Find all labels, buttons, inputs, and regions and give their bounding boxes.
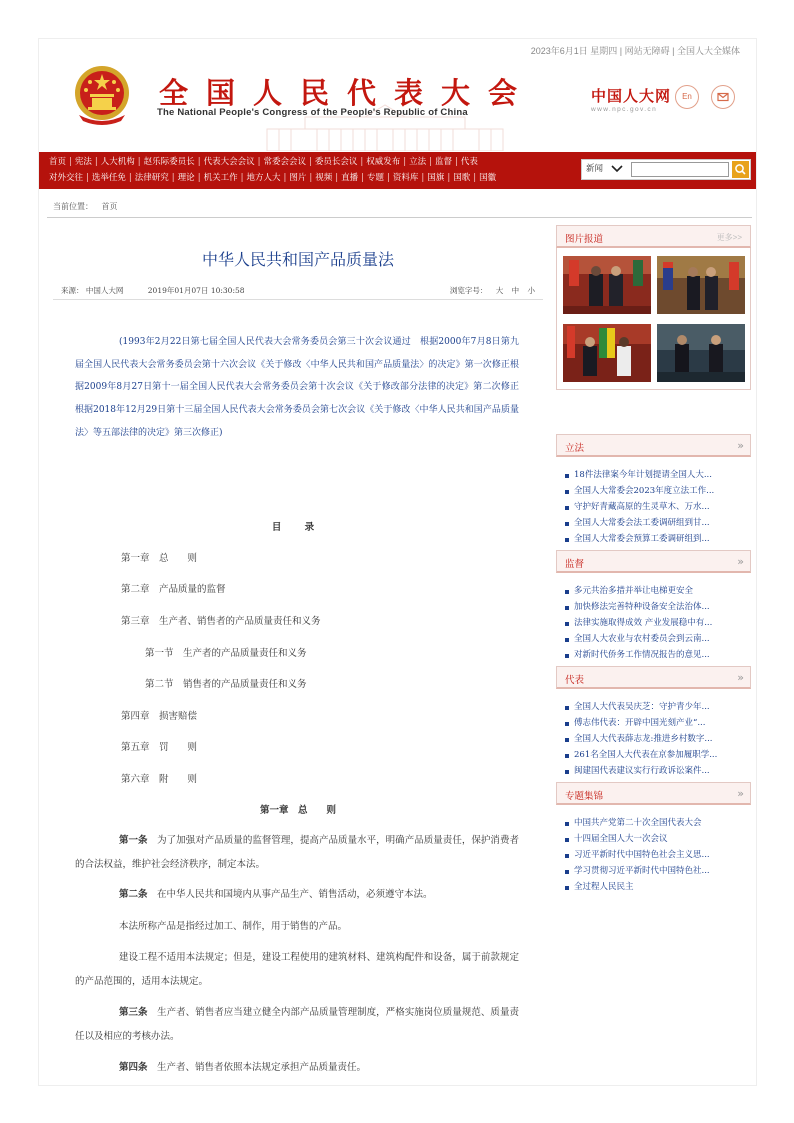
npc-brand-logo[interactable] — [591, 85, 671, 113]
toc-item[interactable]: 第三章 生产者、销售者的产品质量责任和义务 — [121, 616, 321, 627]
article-datetime: 2019年01月07日 10:30:58 — [147, 286, 245, 295]
all-media-link[interactable]: 全国人大全媒体 — [676, 46, 740, 56]
article-paragraph: 第一条 为了加强对产品质量的监督管理，提高产品质量水平，明确产品质量责任，保护消费者的合法权益，维护社会经济秩序，制定本法。 — [75, 835, 519, 870]
nav-item[interactable]: 资料库 — [392, 172, 419, 183]
toc-item[interactable]: 第一章 总 则 — [121, 553, 198, 564]
nav-separator: | — [137, 157, 141, 167]
national-emblem-icon — [71, 63, 133, 127]
nav-item[interactable]: 人大机构 — [100, 157, 135, 167]
nav-separator: | — [473, 172, 477, 183]
nav-separator: | — [197, 172, 201, 183]
list-item[interactable]: 对新时代侨务工作情况报告的意见... — [564, 647, 749, 663]
nav-separator: | — [429, 157, 433, 167]
list-item[interactable]: 傅志伟代表：开辟中国光刻产业“... — [564, 715, 749, 731]
news-list — [564, 699, 749, 779]
nav-item[interactable]: 视频 — [315, 172, 333, 183]
list-item[interactable]: 学习贯彻习近平新时代中国特色社... — [564, 863, 749, 879]
article-label: 第一条 — [119, 835, 148, 846]
news-photo[interactable] — [657, 324, 745, 382]
nav-row-2 — [49, 171, 529, 187]
english-version-button[interactable]: En — [675, 85, 699, 109]
nav-separator: | — [86, 172, 89, 183]
list-item[interactable]: 习近平新时代中国特色社会主义思... — [564, 847, 749, 863]
box-title: 监督 — [565, 559, 585, 570]
nav-separator: | — [360, 157, 364, 167]
list-item[interactable]: 法律实施取得成效 产业发展稳中有... — [564, 615, 749, 631]
site-title-en: The National People's Congress of the People's Republic of China — [157, 107, 468, 118]
search-category-select[interactable]: 新闻 — [586, 164, 604, 174]
list-item[interactable]: 守护好青藏高原的生灵草木、万水... — [564, 499, 749, 515]
nav-item[interactable]: 代表大会会议 — [203, 157, 255, 167]
main-navigation — [39, 152, 757, 189]
list-item[interactable]: 中国共产党第二十次全国代表大会 — [564, 815, 749, 831]
breadcrumb — [53, 201, 118, 212]
article-paragraph: 建设工程不适用本法规定；但是，建设工程使用的建筑材料、建筑构配件和设备，属于前款规定的产品范围的，适用本法规定。 — [75, 952, 519, 987]
list-item[interactable]: 闽建国代表建议实行行政诉讼案件... — [564, 763, 749, 779]
nav-separator: | — [455, 157, 458, 167]
nav-item[interactable]: 监督 — [435, 157, 453, 167]
nav-item[interactable]: 地方人大 — [246, 172, 281, 183]
more-arrow-icon[interactable]: » — [737, 787, 742, 800]
box-title: 图片报道 — [565, 234, 604, 245]
list-item[interactable]: 多元共治多措并举让电梯更安全 — [564, 583, 749, 599]
article-label: 第三条 — [119, 1007, 148, 1018]
search-box — [581, 159, 751, 180]
list-item[interactable]: 全国人大常委会法工委调研组到甘... — [564, 515, 749, 531]
box-title: 立法 — [565, 443, 585, 454]
nav-item[interactable]: 对外交往 — [49, 172, 84, 183]
font-size-large[interactable]: 大 — [495, 286, 504, 295]
brand-url: www.npc.gov.cn — [591, 106, 658, 113]
toc-subitem[interactable]: 第二节 销售者的产品质量责任和义务 — [145, 679, 307, 690]
list-item[interactable]: 全国人大常委会预算工委调研组到... — [564, 531, 749, 547]
article-title: 中华人民共和国产品质量法 — [201, 250, 394, 269]
chapter-title: 第一章 总 则 — [259, 805, 336, 816]
brand-name: 中国人大网 — [591, 87, 672, 105]
nav-separator: | — [361, 172, 365, 183]
list-item[interactable]: 261名全国人大代表在京参加履职学... — [564, 747, 749, 763]
nav-item[interactable]: 立法 — [409, 157, 427, 167]
breadcrumb-home-link[interactable]: 首页 — [101, 202, 118, 211]
nav-separator: | — [421, 172, 425, 183]
search-input[interactable] — [631, 162, 729, 177]
news-list — [564, 583, 749, 663]
nav-separator: | — [197, 157, 201, 167]
news-photo[interactable] — [563, 256, 651, 314]
list-item[interactable]: 全国人大代表薛志龙:推进乡村数字... — [564, 731, 749, 747]
article-paragraph: 第三条 生产者、销售者应当建立健全内部产品质量管理制度，严格实施岗位质量规范、质量责任以及相应的考核办法。 — [75, 1007, 519, 1042]
law-revision-note: (1993年2月22日第七届全国人民代表大会常务委员会第三十次会议通过 根据2000年7月8日第九届全国人民代表大会常务委员会第十六次会议《关于修改〈中华人民共和国产品质量法〉的决定》第一次修正根据2009年8月27日第十一届全国人民代表大会常务委员会第十次会议《关于修改部分法律的决定》第二次修正 根据2018年12月29日第十三届全国人民代表大会常务委员会第七次会议《关于修改〈中华人民共和国产品质量法〉等五部法律的决定》第三次修正) — [75, 337, 529, 438]
chevron-down-icon[interactable] — [610, 162, 624, 176]
divider — [47, 217, 752, 218]
more-arrow-icon[interactable]: » — [737, 555, 742, 568]
nav-separator: | — [309, 172, 313, 183]
list-item[interactable]: 十四届全国人大一次会议 — [564, 831, 749, 847]
more-arrow-icon[interactable]: » — [737, 671, 742, 684]
search-icon — [732, 161, 749, 178]
toc-item[interactable]: 第五章 罚 则 — [121, 742, 198, 753]
more-arrow-icon[interactable]: » — [737, 439, 742, 452]
toc-subitem[interactable]: 第一节 生产者的产品质量责任和义务 — [145, 648, 307, 659]
nav-separator: | — [128, 172, 132, 183]
nav-item[interactable]: 常委会会议 — [263, 157, 306, 167]
news-photo[interactable] — [563, 324, 651, 382]
nav-separator: | — [94, 157, 98, 167]
nav-separator: | — [335, 172, 339, 183]
breadcrumb-label: 当前位置： — [53, 202, 93, 211]
mail-button[interactable] — [711, 85, 735, 109]
box-header — [556, 434, 751, 457]
box-header — [556, 782, 751, 805]
toc-item[interactable]: 第六章 附 则 — [121, 774, 198, 785]
box-header — [556, 666, 751, 689]
current-date: 2023年6月1日 星期四 — [530, 46, 618, 56]
nav-separator: | — [387, 172, 390, 183]
page-frame — [38, 38, 757, 1086]
more-link[interactable]: 更多>> — [716, 233, 742, 242]
search-button[interactable] — [732, 161, 749, 178]
nav-separator: | — [171, 172, 175, 183]
box-title: 代表 — [565, 675, 585, 686]
article-meta — [53, 285, 543, 300]
nav-separator: | — [283, 172, 287, 183]
nav-item[interactable]: 代表 — [460, 157, 478, 167]
nav-item[interactable]: 宪法 — [74, 157, 92, 167]
font-size-label: 浏览字号： — [449, 286, 488, 295]
article-paragraph: 第二条 在中华人民共和国境内从事产品生产、销售活动，必须遵守本法。 — [119, 889, 433, 900]
site-header — [39, 57, 757, 151]
font-size-small[interactable]: 小 — [527, 286, 535, 295]
news-list — [564, 815, 749, 895]
font-size-medium[interactable]: 中 — [511, 286, 520, 295]
toc-title: 目 录 — [271, 522, 325, 533]
nav-item[interactable]: 国歌 — [453, 172, 471, 183]
nav-item[interactable]: 委员长会议 — [314, 157, 358, 167]
nav-separator: | — [257, 157, 261, 167]
nav-separator: | — [308, 157, 312, 167]
top-meta-bar: 2023年6月1日 星期四 | 网站无障碍 | 全国人大全媒体 — [530, 46, 740, 56]
article-label: 第二条 — [119, 889, 148, 900]
toc-item[interactable]: 第二章 产品质量的监督 — [121, 584, 226, 595]
news-list — [564, 467, 749, 547]
nav-item[interactable]: 法律研究 — [134, 172, 169, 183]
nav-item[interactable]: 专题 — [367, 172, 385, 183]
list-item[interactable]: 全过程人民民主 — [564, 879, 749, 895]
list-item[interactable]: 加快修法完善特种设备安全法治体... — [564, 599, 749, 615]
box-header — [556, 550, 751, 573]
nav-item[interactable]: 图片 — [289, 172, 307, 183]
mail-icon — [717, 91, 729, 103]
nav-item[interactable]: 首页 — [49, 157, 67, 167]
nav-separator: | — [403, 157, 407, 167]
article-paragraph: 本法所称产品是指经过加工、制作，用于销售的产品。 — [119, 921, 348, 932]
nav-item[interactable]: 国旗 — [427, 172, 445, 183]
nav-separator: | — [240, 172, 244, 183]
toc-item[interactable]: 第四章 损害赔偿 — [121, 711, 198, 722]
accessibility-link[interactable]: 网站无障碍 — [624, 46, 670, 56]
article-source: 来源： 中国人大网 — [61, 286, 124, 295]
article-paragraph: 第四条 生产者、销售者依照本法规定承担产品质量责任。 — [119, 1062, 367, 1073]
photo-grid — [556, 248, 751, 390]
box-header — [556, 225, 751, 248]
nav-item[interactable]: 国徽 — [479, 172, 497, 183]
nav-separator: | — [447, 172, 451, 183]
nav-item[interactable]: 理论 — [177, 172, 195, 183]
nav-item[interactable]: 权威发布 — [366, 157, 401, 167]
article-label: 第四条 — [119, 1062, 148, 1073]
site-title-cn: 全国人民代表大会 — [159, 76, 536, 110]
nav-item[interactable]: 机关工作 — [203, 172, 238, 183]
nav-item[interactable]: 直播 — [341, 172, 359, 183]
list-item[interactable]: 全国人大农业与农村委员会到云南... — [564, 631, 749, 647]
box-title: 专题集锦 — [565, 791, 604, 802]
list-item[interactable]: 全国人大代表吴庆芝：守护青少年... — [564, 699, 749, 715]
list-item[interactable]: 18件法律案今年计划提请全国人大... — [564, 467, 749, 483]
nav-item[interactable]: 赵乐际委员长 — [143, 157, 195, 167]
list-item[interactable]: 全国人大常委会2023年度立法工作... — [564, 483, 749, 499]
news-photo[interactable] — [657, 256, 745, 314]
nav-row-1 — [49, 155, 529, 171]
nav-separator: | — [69, 157, 72, 167]
nav-item[interactable]: 选举任免 — [91, 172, 126, 183]
